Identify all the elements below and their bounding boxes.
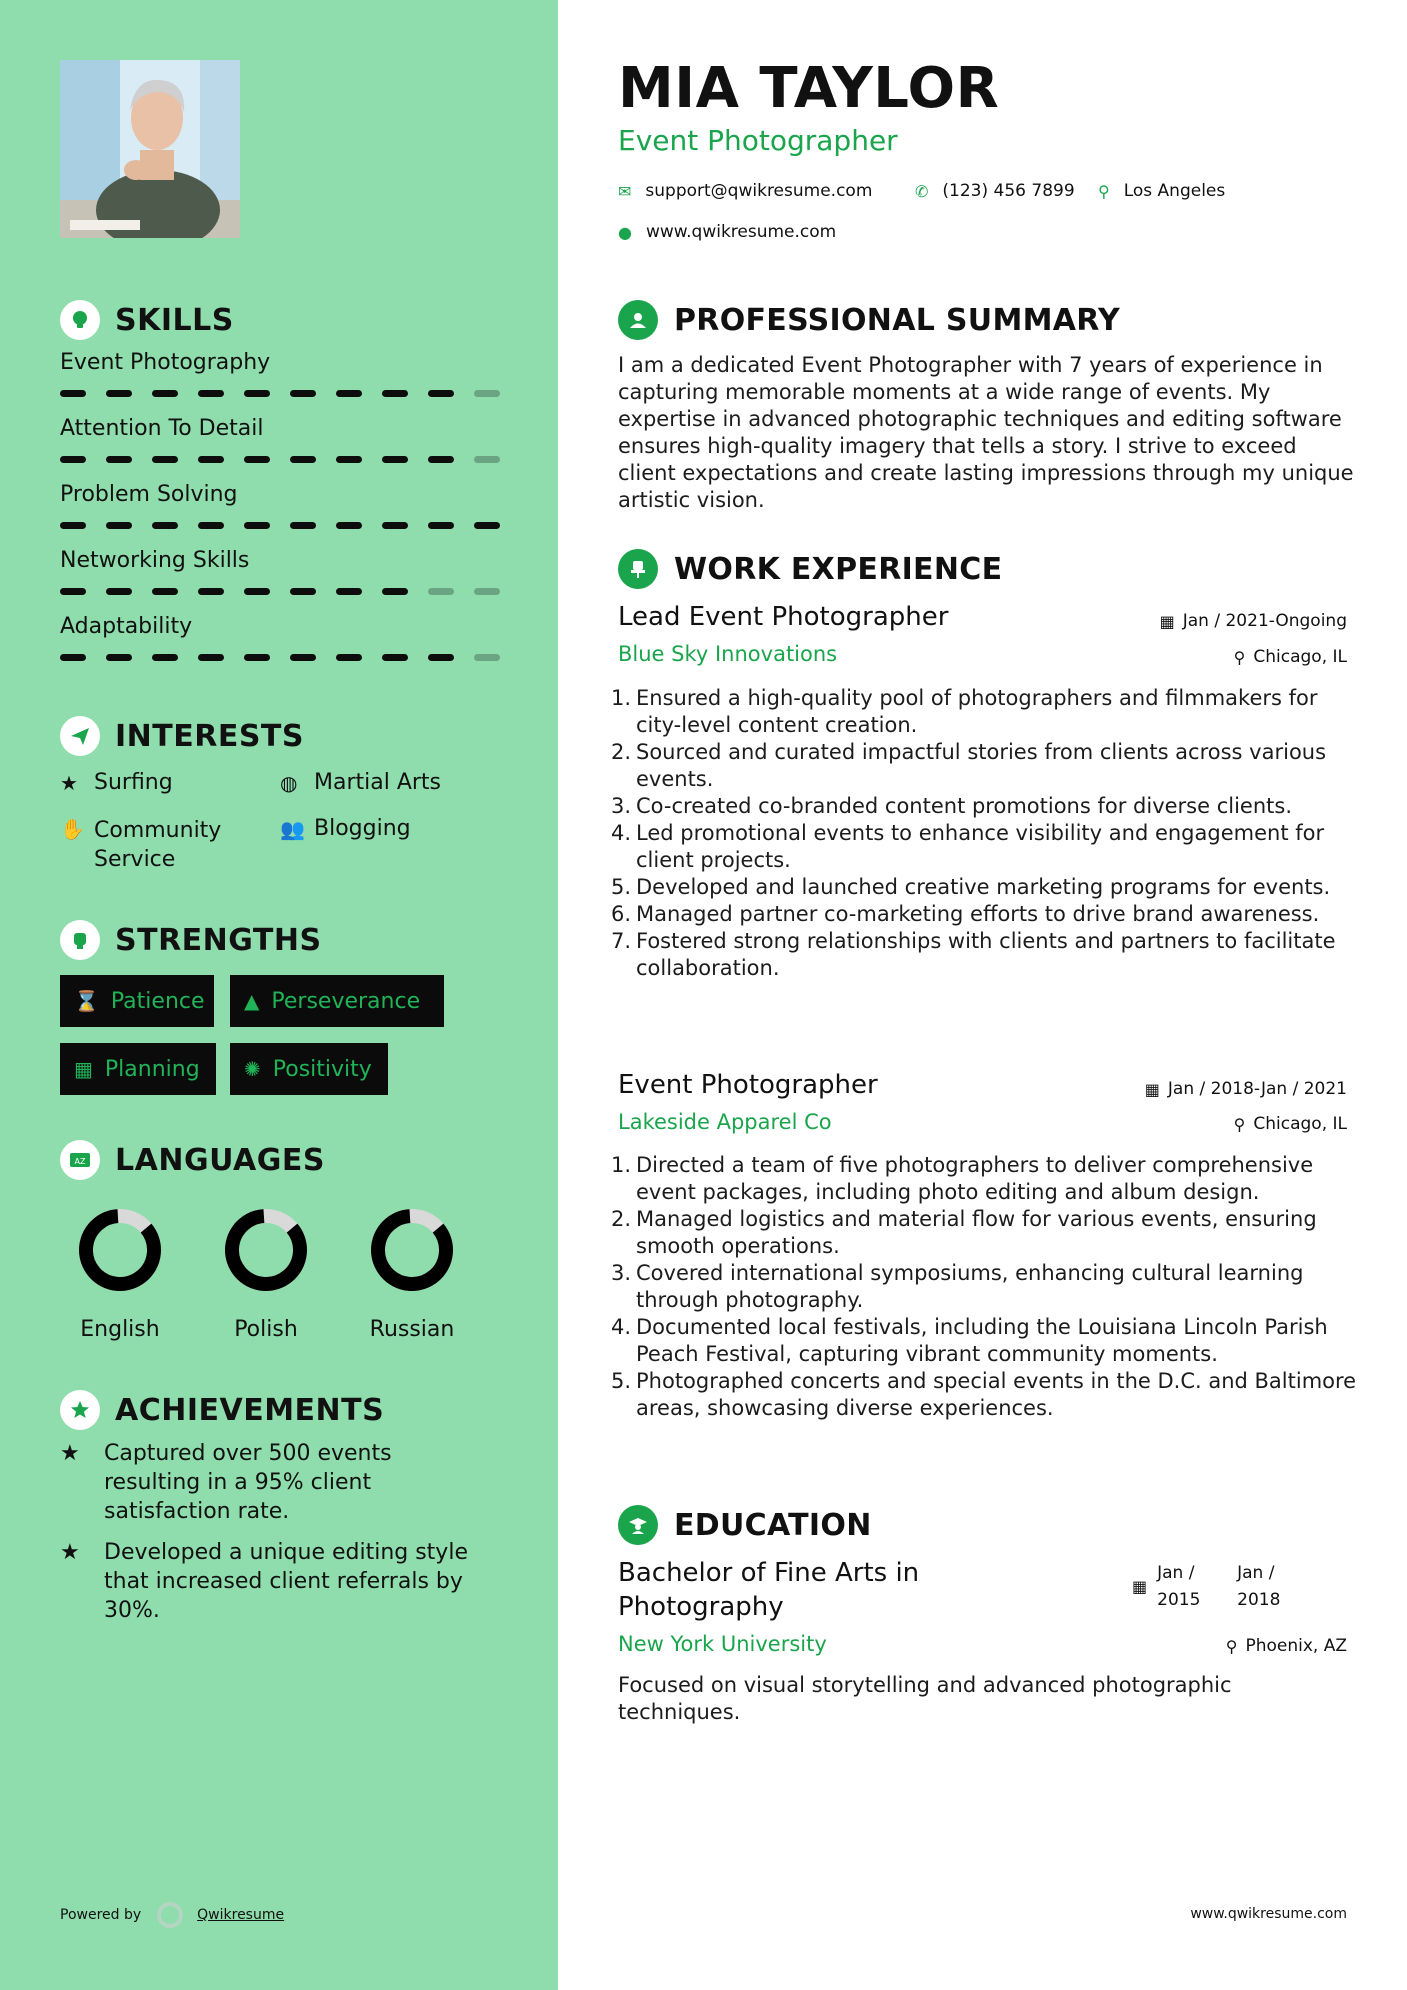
section-title: SKILLS	[115, 302, 234, 338]
bullet-text: Managed partner co-marketing efforts to drive brand awareness.	[636, 902, 1320, 926]
language-item	[191, 1205, 341, 1342]
company-name: Blue Sky Innovations	[618, 642, 838, 666]
achievement-text: Developed a unique editing style that increased client referrals by 30%.	[104, 1540, 468, 1623]
skill-level-dot	[474, 522, 500, 529]
footer-url[interactable]: www.qwikresume.com	[1190, 1906, 1347, 1922]
email-text[interactable]: support@qwikresume.com	[645, 181, 873, 201]
calendar-icon: ▦	[74, 1057, 93, 1081]
trophy-star-icon: ★	[60, 1441, 80, 1466]
skill-level-dot	[152, 390, 178, 397]
interest-label: Blogging	[314, 816, 411, 841]
skill-level-dot	[428, 456, 454, 463]
company-name: Lakeside Apparel Co	[618, 1110, 832, 1134]
skill-level-dot	[428, 588, 454, 595]
language-label: Polish	[234, 1317, 298, 1342]
skill-level-dot	[244, 654, 270, 661]
strength-label: Perseverance	[271, 988, 421, 1014]
skill-name: Adaptability	[60, 614, 193, 639]
languages-heading	[60, 1140, 325, 1180]
location-text: Phoenix, AZ	[1245, 1636, 1347, 1656]
achievements-heading	[60, 1390, 384, 1430]
skill-level-dot	[382, 654, 408, 661]
job-bullet	[611, 739, 1367, 793]
skill-level-dot	[382, 522, 408, 529]
chair-icon	[618, 549, 658, 589]
skill-level-dot	[290, 456, 316, 463]
mountain-icon: ▲	[244, 989, 260, 1013]
skill-level-dot	[198, 522, 224, 529]
skill-level-dot	[106, 654, 132, 661]
candidate-name: MIA TAYLOR	[618, 56, 1000, 121]
skill-level-dot	[474, 456, 500, 463]
strength-badge	[60, 975, 214, 1027]
skill-level-dot	[290, 390, 316, 397]
skill-level-dot	[382, 588, 408, 595]
bullet-number: 1.	[611, 686, 632, 710]
interest-item	[280, 770, 441, 796]
skill-level-dot	[198, 456, 224, 463]
bullet-text: Directed a team of five photographers to deliver comprehensive event packages, including photo editing and album design.	[636, 1153, 1314, 1204]
language-level-ring	[367, 1205, 457, 1295]
bullet-number: 6.	[611, 902, 632, 926]
education-heading	[618, 1505, 872, 1545]
star-badge-icon	[60, 1390, 100, 1430]
profile-photo	[60, 60, 240, 238]
skill-level-dot	[428, 522, 454, 529]
location-contact	[1098, 181, 1225, 201]
section-title: WORK EXPERIENCE	[674, 551, 1003, 587]
skill-level-dot	[198, 588, 224, 595]
strength-badge	[230, 975, 444, 1027]
bullet-number: 3.	[611, 794, 632, 818]
star-icon: ★	[60, 771, 78, 795]
globe-icon: ●	[618, 222, 632, 242]
job-bullet	[611, 1368, 1367, 1422]
skill-name: Attention To Detail	[60, 416, 264, 441]
users-icon: 👥	[280, 817, 305, 841]
paper-plane-icon	[60, 716, 100, 756]
skills-heading	[60, 300, 234, 340]
phone-icon: ✆	[915, 181, 929, 201]
user-icon	[618, 300, 658, 340]
job-location	[1234, 647, 1347, 667]
skill-level-dot	[60, 456, 86, 463]
skill-level-dot	[336, 654, 362, 661]
skill-level-dot	[474, 588, 500, 595]
job-bullet	[611, 1206, 1367, 1260]
skill-level-dot	[428, 390, 454, 397]
sidebar	[0, 0, 558, 1990]
location-text: Los Angeles	[1123, 181, 1226, 201]
section-title: PROFESSIONAL SUMMARY	[674, 302, 1121, 338]
skill-name: Problem Solving	[60, 482, 238, 507]
interests-heading	[60, 716, 304, 756]
handshake-icon: ✋	[60, 817, 85, 841]
degree-title: Bachelor of Fine Arts in Photography	[618, 1558, 920, 1622]
skill-level-dot	[60, 588, 86, 595]
strength-badge	[230, 1043, 388, 1095]
fist-icon	[60, 920, 100, 960]
language-level-ring	[75, 1205, 165, 1295]
strengths-heading	[60, 920, 322, 960]
interest-item	[60, 770, 173, 796]
strength-label: Patience	[110, 988, 205, 1014]
job-bullet	[611, 1152, 1367, 1206]
job-bullet	[611, 1260, 1367, 1314]
skill-level-dot	[60, 522, 86, 529]
strength-label: Planning	[104, 1056, 200, 1082]
skill-level-dot	[290, 654, 316, 661]
job-bullet	[611, 874, 1367, 901]
education-dates	[1132, 1560, 1317, 1614]
job-title: Lead Event Photographer	[618, 602, 949, 632]
map-pin-icon: ⚲	[1098, 181, 1110, 201]
skill-level-dot	[336, 390, 362, 397]
section-title: LANGUAGES	[115, 1142, 325, 1178]
skill-level-dot	[474, 654, 500, 661]
bullet-text: Documented local festivals, including the Louisiana Lincoln Parish Peach Festival, capturing vibrant community moments.	[636, 1315, 1328, 1366]
bullet-number: 3.	[611, 1261, 632, 1285]
job-location	[1234, 1114, 1347, 1134]
bullet-text: Led promotional events to enhance visibility and engagement for client projects.	[636, 821, 1325, 872]
pin-icon: ⚲	[1225, 1636, 1238, 1656]
skill-level-dot	[382, 390, 408, 397]
skill-level-dot	[60, 654, 86, 661]
skill-level-dot	[336, 456, 362, 463]
achievement-text: Captured over 500 events resulting in a 95% client satisfaction rate.	[104, 1441, 392, 1524]
skill-level-dot	[290, 522, 316, 529]
job-bullet	[611, 793, 1367, 820]
bullet-number: 5.	[611, 1369, 632, 1393]
skill-level-bar	[60, 588, 520, 595]
skill-level-dot	[152, 456, 178, 463]
bullet-text: Developed and launched creative marketing programs for events.	[636, 875, 1331, 899]
language-label: English	[80, 1317, 160, 1342]
bullet-text: Sourced and curated impactful stories from clients across various events.	[636, 740, 1327, 791]
achievement-item	[60, 1439, 490, 1526]
graduate-icon	[618, 1505, 658, 1545]
bullet-number: 5.	[611, 875, 632, 899]
skill-level-bar	[60, 390, 520, 397]
section-title: ACHIEVEMENTS	[115, 1392, 385, 1428]
skill-level-bar	[60, 522, 520, 529]
skill-level-dot	[382, 456, 408, 463]
location-text: Chicago, IL	[1253, 1114, 1347, 1134]
skill-level-dot	[60, 390, 86, 397]
skill-level-bar	[60, 456, 520, 463]
skill-name: Networking Skills	[60, 548, 250, 573]
language-level-ring	[221, 1205, 311, 1295]
bullet-text: Managed logistics and material flow for various events, ensuring smooth operations.	[636, 1207, 1317, 1258]
bullet-text: Ensured a high-quality pool of photographers and filmmakers for city-level content creation.	[636, 686, 1318, 737]
qwikresume-logo-icon	[157, 1902, 183, 1928]
globe-icon: ◍	[280, 771, 298, 795]
interest-label: Martial Arts	[314, 770, 442, 795]
skill-level-dot	[336, 588, 362, 595]
job-bullets	[611, 1152, 1367, 1422]
skill-level-dot	[152, 522, 178, 529]
job-bullet	[611, 901, 1367, 928]
powered-by	[60, 1902, 284, 1928]
strength-label: Positivity	[272, 1056, 372, 1082]
skill-level-bar	[60, 654, 520, 661]
email-contact	[618, 181, 872, 201]
interest-item	[280, 816, 411, 842]
calendar-icon: ▦	[1159, 611, 1175, 631]
website-text[interactable]: www.qwikresume.com	[645, 222, 837, 242]
job-dates	[1160, 611, 1347, 631]
bullet-text: Co-created co-branded content promotions for diverse clients.	[636, 794, 1293, 818]
school-name: New York University	[618, 1632, 827, 1656]
language-item	[45, 1205, 195, 1342]
end-date: Jan / 2018	[1237, 1563, 1281, 1610]
summary-text: I am a dedicated Event Photographer with 7 years of experience in capturing memorable moments at a wide range of events. My expertise in advanced photographic techniques and editing software ensures high-quality imagery that tells a story. I strive to exceed client expectations and create lasting impressions through my unique artistic vision.	[618, 353, 1354, 512]
powered-by-label: Powered by	[60, 1907, 142, 1923]
skill-level-dot	[106, 456, 132, 463]
job-dates	[1145, 1079, 1347, 1099]
skill-level-dot	[244, 588, 270, 595]
skill-level-dot	[428, 654, 454, 661]
sun-icon: ✺	[244, 1057, 261, 1081]
skill-level-dot	[198, 654, 224, 661]
phone-contact	[915, 181, 1075, 201]
job-bullet	[611, 1314, 1367, 1368]
bullet-number: 1.	[611, 1153, 632, 1177]
language-icon	[60, 1140, 100, 1180]
skill-name: Event Photography	[60, 350, 271, 375]
skill-level-dot	[474, 390, 500, 397]
location-text: Chicago, IL	[1253, 647, 1347, 667]
strength-badge	[60, 1043, 216, 1095]
experience-heading	[618, 549, 1002, 589]
education-description: Focused on visual storytelling and advanced photographic techniques.	[618, 1673, 1232, 1724]
skill-level-dot	[106, 588, 132, 595]
bullet-number: 2.	[611, 1207, 632, 1231]
skill-level-dot	[152, 654, 178, 661]
calendar-icon: ▦	[1144, 1079, 1160, 1099]
job-bullet	[611, 820, 1367, 874]
job-bullets	[611, 685, 1367, 982]
pin-icon: ⚲	[1233, 647, 1246, 667]
bullet-text: Photographed concerts and special events in the D.C. and Baltimore areas, showcasing diverse experiences.	[636, 1369, 1357, 1420]
skill-level-dot	[106, 390, 132, 397]
skill-level-dot	[198, 390, 224, 397]
calendar-icon: ▦	[1132, 1577, 1148, 1596]
bullet-number: 4.	[611, 1315, 632, 1339]
candidate-role: Event Photographer	[618, 124, 898, 157]
svg-text:AZ: AZ	[74, 1157, 86, 1166]
envelope-icon: ✉	[618, 181, 632, 201]
section-title: STRENGTHS	[115, 922, 322, 958]
skill-level-dot	[244, 522, 270, 529]
interest-label: Surfing	[94, 770, 173, 795]
job-title: Event Photographer	[618, 1070, 878, 1100]
bullet-number: 4.	[611, 821, 632, 845]
skill-level-dot	[152, 588, 178, 595]
language-label: Russian	[369, 1317, 455, 1342]
lightbulb-icon	[60, 300, 100, 340]
skill-level-dot	[244, 390, 270, 397]
bullet-text: Covered international symposiums, enhancing cultural learning through photography.	[636, 1261, 1304, 1312]
website-contact	[618, 222, 836, 242]
brand-link[interactable]: Qwikresume	[197, 1907, 285, 1923]
skill-level-dot	[106, 522, 132, 529]
job-bullet	[611, 928, 1367, 982]
language-item	[337, 1205, 487, 1342]
start-date: Jan / 2015	[1157, 1563, 1201, 1610]
bullet-number: 2.	[611, 740, 632, 764]
pin-icon: ⚲	[1233, 1114, 1246, 1134]
bullet-text: Fostered strong relationships with clients and partners to facilitate collaboration.	[636, 929, 1336, 980]
job-bullet	[611, 685, 1367, 739]
skill-level-dot	[244, 456, 270, 463]
summary-heading	[618, 300, 1120, 340]
trophy-star-icon: ★	[60, 1540, 80, 1565]
achievement-item	[60, 1538, 490, 1625]
phone-text: (123) 456 7899	[942, 181, 1075, 201]
skill-level-dot	[336, 522, 362, 529]
interest-item	[60, 816, 250, 874]
education-location	[1226, 1636, 1347, 1656]
dates-text: Jan / 2018-Jan / 2021	[1167, 1079, 1347, 1099]
section-title: INTERESTS	[115, 718, 304, 754]
skill-level-dot	[290, 588, 316, 595]
bullet-number: 7.	[611, 929, 632, 953]
section-title: EDUCATION	[674, 1507, 872, 1543]
dates-text: Jan / 2021-Ongoing	[1182, 611, 1347, 631]
interest-label: Community Service	[94, 818, 222, 872]
hourglass-icon: ⌛	[74, 989, 99, 1013]
